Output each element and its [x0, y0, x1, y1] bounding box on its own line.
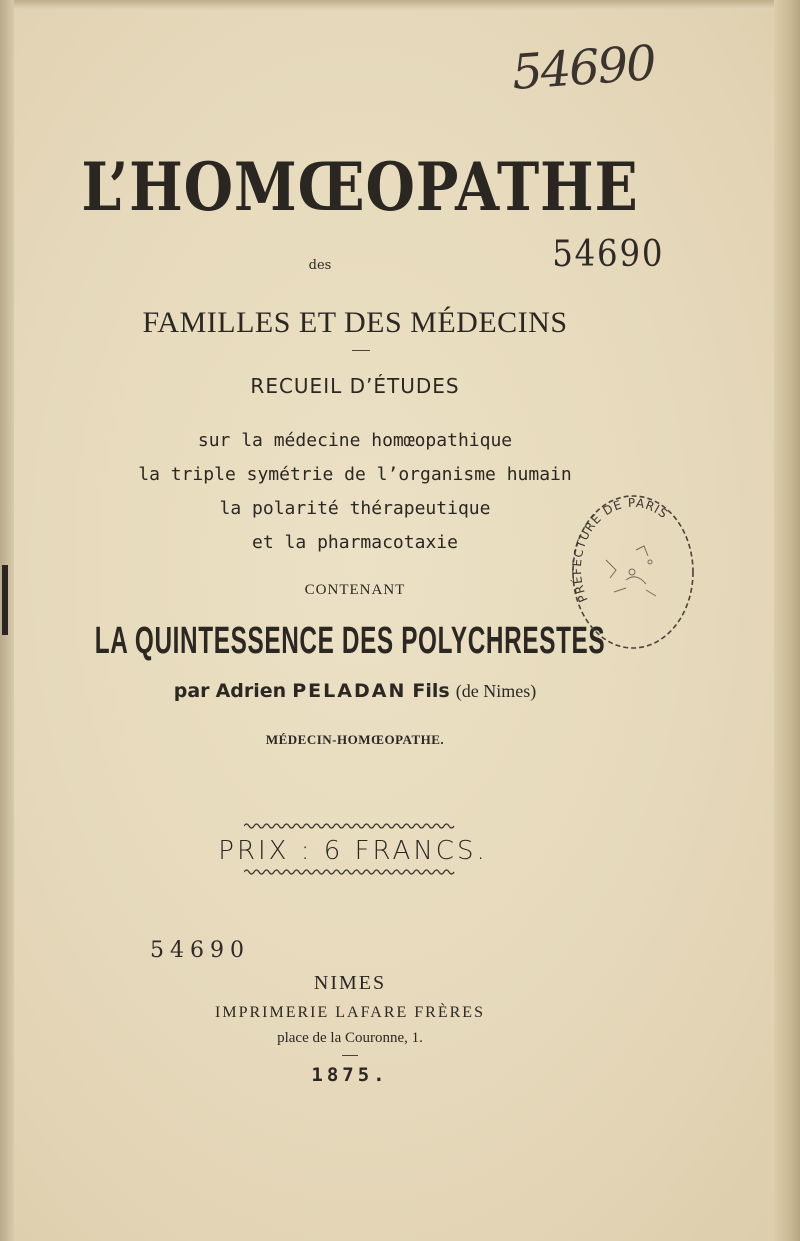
binding-mark: [2, 565, 8, 635]
seal-text: PRÉFECTURE DE PARIS: [569, 495, 671, 605]
description-line: sur la médecine homœopathique: [197, 430, 513, 451]
author-prefix: par: [173, 680, 210, 702]
publisher-address: place de la Couronne, 1.: [277, 1030, 423, 1046]
inventory-number: 54690: [150, 938, 250, 963]
author-suffix: Fils: [412, 680, 450, 702]
title-connector: des: [308, 258, 332, 273]
stamped-number: 54690: [552, 234, 665, 275]
description-line: et la pharmacotaxie: [252, 532, 458, 553]
description-line: la triple symétrie de l’organisme humain: [138, 464, 572, 485]
handwritten-number: 54690: [510, 35, 657, 101]
page-top-edge: [0, 0, 800, 10]
short-rule-bottom: [342, 1055, 358, 1056]
publisher-city: NIMES: [313, 972, 387, 994]
book-subtitle: FAMILLES ET DES MÉDECINS: [142, 306, 568, 339]
publisher-printer: IMPRIMERIE LAFARE FRÈRES: [215, 1004, 485, 1021]
page-right-edge: [774, 0, 800, 1241]
description-line: la polarité thérapeutique: [219, 498, 491, 519]
author-line: [0, 680, 755, 702]
short-rule: [352, 350, 370, 351]
author-first-name: Adrien: [215, 680, 287, 702]
price-label: PRIX : 6 FRANCS.: [218, 836, 488, 866]
headline: LA QUINTESSENCE DES POLYCHRESTES: [94, 620, 606, 662]
svg-text:PRÉFECTURE DE PARIS: [569, 496, 671, 604]
wavy-rule-top: [244, 822, 456, 830]
author-last-name: PELADAN: [292, 680, 407, 702]
library-seal-icon: [566, 480, 700, 660]
collection-label: RECUEIL D’ÉTUDES: [250, 374, 460, 398]
author-profession: MÉDECIN-HOMŒOPATHE.: [265, 732, 445, 747]
wavy-rule-bottom: [244, 868, 456, 876]
contenant-label: CONTENANT: [304, 582, 406, 598]
author-origin: (de Nimes): [455, 681, 537, 701]
publication-year: 1875.: [311, 1064, 389, 1086]
book-title: L’HOMŒOPATHE: [81, 148, 639, 226]
